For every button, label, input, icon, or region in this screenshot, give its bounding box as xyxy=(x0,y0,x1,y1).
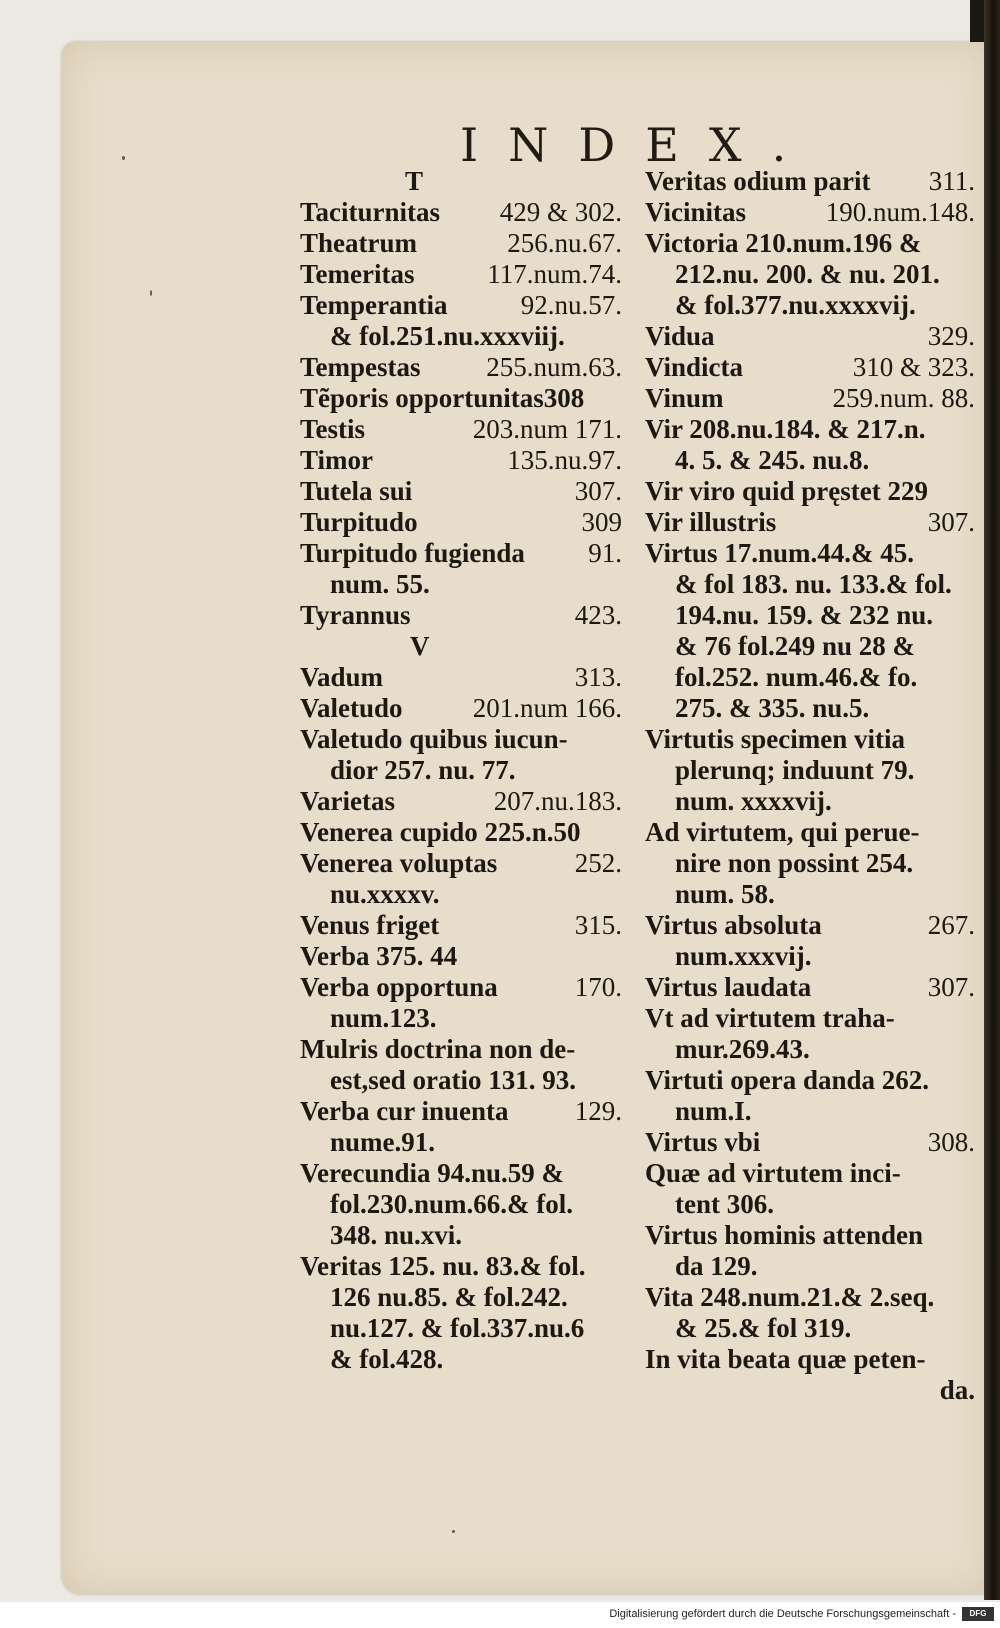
index-page-ref: 267. xyxy=(927,910,975,940)
index-entry xyxy=(300,879,622,910)
index-term: 212.nu. 200. & nu. 201. xyxy=(675,259,940,289)
index-entry xyxy=(645,507,975,538)
index-term: plerunq; induunt 79. xyxy=(675,755,915,785)
footer-credit: Digitalisierung gefördert durch die Deutsche Forschungsgemeinschaft - xyxy=(609,1608,956,1620)
index-page-ref: 429 & 302. xyxy=(499,197,622,227)
index-entry xyxy=(645,755,975,786)
index-page-ref: 117.num.74. xyxy=(487,259,622,289)
index-entry xyxy=(645,1375,975,1406)
index-entry xyxy=(300,1158,622,1189)
index-entry xyxy=(300,1096,622,1127)
index-entry xyxy=(645,383,975,414)
index-term: Vadum xyxy=(300,662,384,692)
index-entry xyxy=(645,290,975,321)
index-term: & fol.377.nu.xxxxvij. xyxy=(675,290,916,320)
index-entry xyxy=(645,724,975,755)
index-term: Timor xyxy=(300,445,373,475)
index-entry xyxy=(645,1065,975,1096)
index-term: Testis xyxy=(300,414,366,444)
index-page-ref: 308. xyxy=(927,1127,975,1157)
index-page-ref: 315. xyxy=(574,910,622,940)
index-term: Vir 208.nu.184. & 217.n. xyxy=(645,414,926,444)
index-term: Temperantia xyxy=(300,290,448,320)
index-term: Vt ad virtutem traha- xyxy=(645,1003,895,1033)
index-term: nu.127. & fol.337.nu.6 xyxy=(330,1313,585,1343)
index-entry xyxy=(300,290,622,321)
index-term: 348. nu.xvi. xyxy=(330,1220,463,1250)
index-entry xyxy=(300,662,622,693)
page-title: INDEX. xyxy=(460,118,817,172)
index-term: Tempestas xyxy=(300,352,421,382)
index-term: Varietas xyxy=(300,786,395,816)
index-page-ref: 92.nu.57. xyxy=(520,290,622,320)
index-term: Vir illustris xyxy=(645,507,777,537)
footer-bar xyxy=(0,1602,1000,1628)
index-entry xyxy=(645,786,975,817)
index-entry xyxy=(300,321,622,352)
index-entry xyxy=(300,166,622,197)
index-entry xyxy=(645,538,975,569)
index-term: nire non possint 254. xyxy=(675,848,914,878)
index-page-ref: 310 & 323. xyxy=(852,352,975,382)
index-term: Verecundia 94.nu.59 & xyxy=(300,1158,565,1188)
index-entry xyxy=(645,1189,975,1220)
index-page-ref: 311. xyxy=(928,166,975,196)
index-term: Tutela sui xyxy=(300,476,413,506)
index-entry xyxy=(300,1313,622,1344)
index-entry xyxy=(645,817,975,848)
index-entry xyxy=(300,724,622,755)
index-term: Veritas odium parit xyxy=(645,166,871,196)
index-page-ref: 307. xyxy=(927,507,975,537)
dfg-logo: DFG xyxy=(962,1607,994,1621)
index-entry xyxy=(300,569,622,600)
index-term: Verba opportuna xyxy=(300,972,498,1002)
index-term: nu.xxxxv. xyxy=(330,879,440,909)
index-page-ref: 313. xyxy=(574,662,622,692)
index-entry xyxy=(645,321,975,352)
index-term: Turpitudo xyxy=(300,507,418,537)
index-term: num.xxxvij. xyxy=(675,941,812,971)
index-page-ref: 307. xyxy=(927,972,975,1002)
index-term: Venerea voluptas xyxy=(300,848,498,878)
index-term: Quæ ad virtutem inci- xyxy=(645,1158,901,1188)
index-entry xyxy=(300,941,622,972)
index-entry xyxy=(645,1127,975,1158)
index-page-ref: 256.nu.67. xyxy=(507,228,622,258)
index-term: da. xyxy=(939,1375,975,1405)
index-page-ref: 252. xyxy=(574,848,622,878)
index-entry xyxy=(645,631,975,662)
index-entry xyxy=(300,1065,622,1096)
index-term: num. 55. xyxy=(330,569,430,599)
index-term: Tẽporis opportunitas308 xyxy=(300,383,585,413)
index-term: Tyrannus xyxy=(300,600,411,630)
index-entry xyxy=(645,1220,975,1251)
index-term: Turpitudo fugienda xyxy=(300,538,525,568)
index-entry xyxy=(300,1220,622,1251)
index-term: Veritas 125. nu. 83.& fol. xyxy=(300,1251,586,1281)
index-term: Venus friget xyxy=(300,910,440,940)
index-entry xyxy=(300,538,622,569)
index-page-ref: 307. xyxy=(574,476,622,506)
index-entry xyxy=(645,476,975,507)
index-term: 4. 5. & 245. nu.8. xyxy=(675,445,870,475)
index-term: Victoria 210.num.196 & xyxy=(645,228,922,258)
index-entry xyxy=(300,259,622,290)
index-term: est,sed oratio 131. 93. xyxy=(330,1065,576,1095)
index-term: & fol.251.nu.xxxviij. xyxy=(330,321,565,351)
index-term: Virtutis specimen vitia xyxy=(645,724,905,754)
index-term: Virtus absoluta xyxy=(645,910,822,940)
index-term: V xyxy=(410,631,430,661)
index-entry xyxy=(300,1344,622,1375)
index-term: num.123. xyxy=(330,1003,437,1033)
index-term: In vita beata quæ peten- xyxy=(645,1344,926,1374)
index-entry xyxy=(300,476,622,507)
index-entry xyxy=(645,848,975,879)
index-entry xyxy=(645,1282,975,1313)
paper-speck xyxy=(122,156,125,160)
index-entry xyxy=(645,879,975,910)
index-column-right xyxy=(645,166,975,1406)
index-entry xyxy=(645,1313,975,1344)
index-page-ref: 170. xyxy=(574,972,622,1002)
index-term: Virtuti opera danda 262. xyxy=(645,1065,930,1095)
index-term: Vindicta xyxy=(645,352,744,382)
index-entry xyxy=(300,445,622,476)
index-term: Verba cur inuenta xyxy=(300,1096,509,1126)
index-entry xyxy=(645,1251,975,1282)
index-entry xyxy=(645,1158,975,1189)
index-term: Verba 375. 44 xyxy=(300,941,458,971)
index-term: Taciturnitas xyxy=(300,197,441,227)
index-term: mur.269.43. xyxy=(675,1034,810,1064)
index-entry xyxy=(645,197,975,228)
index-entry xyxy=(645,693,975,724)
index-entry xyxy=(645,1003,975,1034)
index-page-ref: 423. xyxy=(574,600,622,630)
index-page-ref: 255.num.63. xyxy=(486,352,622,382)
index-term: Ad virtutem, qui perue- xyxy=(645,817,920,847)
index-term: num. 58. xyxy=(675,879,775,909)
index-entry xyxy=(300,1282,622,1313)
index-term: Virtus laudata xyxy=(645,972,812,1002)
index-term: 194.nu. 159. & 232 nu. xyxy=(675,600,934,630)
index-entry xyxy=(300,383,622,414)
index-term: 126 nu.85. & fol.242. xyxy=(330,1282,568,1312)
index-entry xyxy=(300,352,622,383)
index-entry xyxy=(300,228,622,259)
index-term: Theatrum xyxy=(300,228,417,258)
index-term: Venerea cupido 225.n.50 xyxy=(300,817,581,847)
index-page-ref: 259.num. 88. xyxy=(832,383,975,413)
index-term: num. xxxxvij. xyxy=(675,786,832,816)
index-entry xyxy=(645,445,975,476)
index-term: da 129. xyxy=(675,1251,758,1281)
paper-speck xyxy=(452,1530,455,1533)
index-entry xyxy=(645,972,975,1003)
index-page-ref: 190.num.148. xyxy=(825,197,975,227)
index-entry xyxy=(300,755,622,786)
index-entry xyxy=(645,600,975,631)
index-entry xyxy=(645,569,975,600)
index-entry xyxy=(645,1096,975,1127)
index-entry xyxy=(300,1127,622,1158)
index-term: & 25.& fol 319. xyxy=(675,1313,852,1343)
index-term: & fol 183. nu. 133.& fol. xyxy=(675,569,952,599)
index-term: tent 306. xyxy=(675,1189,774,1219)
index-term: Vinum xyxy=(645,383,724,413)
index-term: & 76 fol.249 nu 28 & xyxy=(675,631,916,661)
index-term: Valetudo quibus iucun- xyxy=(300,724,568,754)
index-entry xyxy=(645,166,975,197)
index-entry xyxy=(300,1189,622,1220)
index-entry xyxy=(300,507,622,538)
index-entry xyxy=(645,352,975,383)
index-entry xyxy=(645,662,975,693)
index-entry xyxy=(300,414,622,445)
index-entry xyxy=(645,941,975,972)
index-entry xyxy=(300,972,622,1003)
index-entry xyxy=(300,786,622,817)
index-entry xyxy=(645,228,975,259)
index-term: fol.252. num.46.& fo. xyxy=(675,662,918,692)
index-page-ref: 201.num 166. xyxy=(472,693,622,723)
index-term: Vita 248.num.21.& 2.seq. xyxy=(645,1282,935,1312)
index-term: Valetudo xyxy=(300,693,403,723)
index-term: Mulris doctrina non de- xyxy=(300,1034,576,1064)
index-term: num.I. xyxy=(675,1096,752,1126)
index-entry xyxy=(300,693,622,724)
index-term: & fol.428. xyxy=(330,1344,444,1374)
index-page-ref: 91. xyxy=(588,538,622,568)
index-entry xyxy=(645,259,975,290)
index-page-ref: 309 xyxy=(581,507,622,537)
index-entry xyxy=(300,197,622,228)
index-term: T xyxy=(405,166,424,196)
index-term: Vir viro quid pręstet 229 xyxy=(645,476,928,506)
index-term: Vicinitas xyxy=(645,197,746,227)
index-page-ref: 207.nu.183. xyxy=(493,786,622,816)
index-term: Vidua xyxy=(645,321,715,351)
index-entry xyxy=(300,817,622,848)
index-term: Virtus vbi xyxy=(645,1127,761,1157)
index-term: Temeritas xyxy=(300,259,415,289)
index-entry xyxy=(645,1034,975,1065)
index-entry xyxy=(645,414,975,445)
book-gutter xyxy=(984,0,1000,1600)
index-entry xyxy=(300,1251,622,1282)
index-term: fol.230.num.66.& fol. xyxy=(330,1189,573,1219)
index-entry xyxy=(300,1034,622,1065)
index-page-ref: 135.nu.97. xyxy=(507,445,622,475)
index-page-ref: 129. xyxy=(574,1096,622,1126)
index-entry xyxy=(300,910,622,941)
index-term: dior 257. nu. 77. xyxy=(330,755,516,785)
index-term: Virtus 17.num.44.& 45. xyxy=(645,538,915,568)
index-column-left xyxy=(300,166,622,1375)
index-entry xyxy=(300,848,622,879)
index-entry xyxy=(300,1003,622,1034)
index-entry xyxy=(300,631,622,662)
index-entry xyxy=(645,1344,975,1375)
index-term: nume.91. xyxy=(330,1127,436,1157)
index-page-ref: 203.num 171. xyxy=(472,414,622,444)
index-term: 275. & 335. nu.5. xyxy=(675,693,870,723)
index-term: Virtus hominis attenden xyxy=(645,1220,924,1250)
index-entry xyxy=(645,910,975,941)
index-entry xyxy=(300,600,622,631)
paper-speck xyxy=(150,290,152,296)
index-page-ref: 329. xyxy=(927,321,975,351)
